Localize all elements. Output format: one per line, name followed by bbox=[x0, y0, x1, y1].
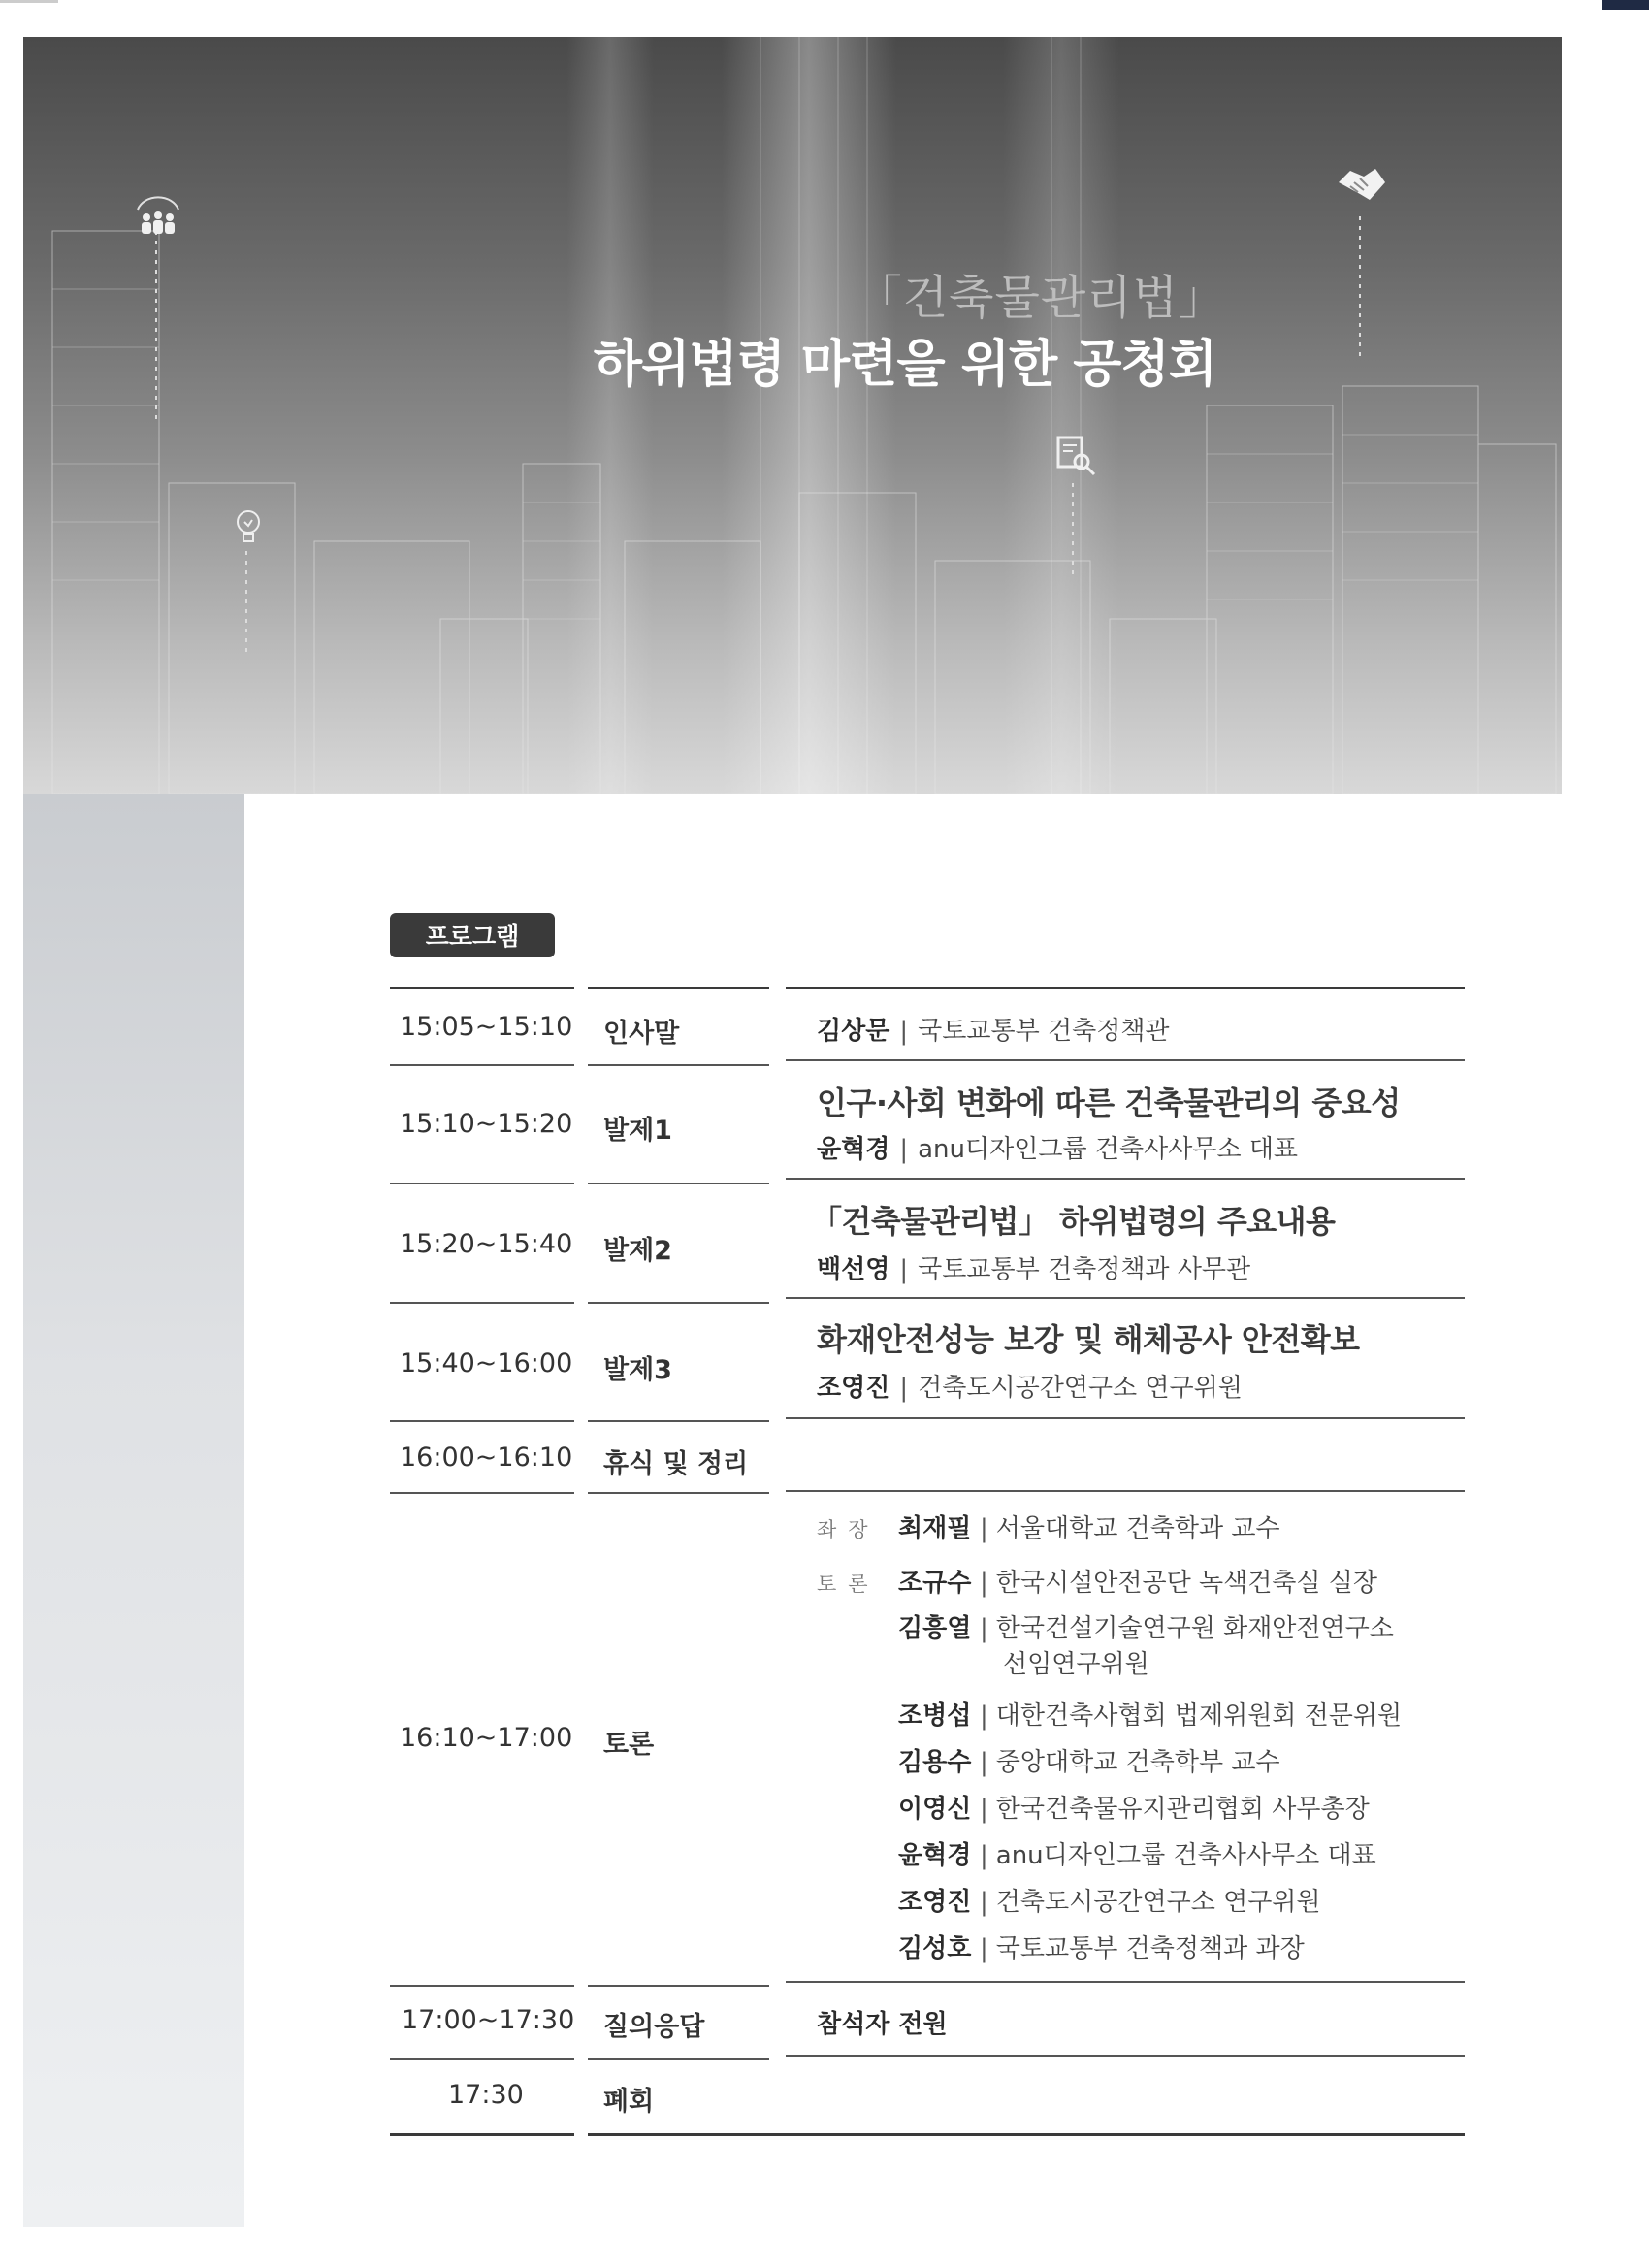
panel-tag: 토론 bbox=[817, 1572, 880, 1596]
chair-person: 최재필 | 서울대학교 건축학과 교수 bbox=[898, 1514, 1280, 1543]
row-divider bbox=[588, 1492, 769, 1494]
document-search-icon bbox=[1055, 435, 1098, 479]
talk-title: 인구·사회 변화에 따른 건축물관리의 중요성 bbox=[817, 1085, 1401, 1121]
row-time: 16:00~16:10 bbox=[400, 1442, 573, 1473]
row-label: 휴식 및 정리 bbox=[603, 1449, 749, 1479]
row-time: 15:10~15:20 bbox=[400, 1109, 573, 1139]
event-subtitle: 「건축물관리법」 bbox=[855, 271, 1226, 325]
row-divider bbox=[390, 1302, 574, 1304]
row-divider bbox=[390, 2058, 574, 2060]
top-rule bbox=[0, 0, 58, 3]
panelist: 조병섭 | 대한건축사협회 법제위원회 전문위원 bbox=[898, 1701, 1403, 1731]
row-time: 16:10~17:00 bbox=[400, 1723, 573, 1753]
chair-tag: 좌장 bbox=[817, 1518, 880, 1541]
row-divider bbox=[588, 2058, 769, 2060]
panelist: 조영진 | 건축도시공간연구소 연구위원 bbox=[898, 1888, 1321, 1917]
row-label: 토론 bbox=[603, 1730, 655, 1760]
row-divider bbox=[786, 1297, 1465, 1299]
handshake-icon bbox=[1335, 161, 1387, 210]
panelist: 김성호 | 국토교통부 건축정책과 과장 bbox=[898, 1934, 1305, 1963]
row-divider bbox=[786, 1981, 1465, 1983]
row-divider bbox=[390, 1492, 574, 1494]
row-divider bbox=[786, 1059, 1465, 1061]
row-divider bbox=[390, 1064, 574, 1066]
city-wireframe-illustration bbox=[23, 37, 1562, 794]
side-gradient-panel bbox=[23, 794, 244, 2227]
row-time: 15:20~15:40 bbox=[400, 1229, 573, 1259]
people-icon bbox=[132, 192, 184, 237]
row-label: 폐회 bbox=[603, 2087, 655, 2117]
talk-title: 화재안전성능 보강 및 해체공사 안전확보 bbox=[817, 1321, 1360, 1358]
row-divider bbox=[588, 1302, 769, 1304]
row-divider bbox=[588, 1183, 769, 1184]
panelist: 김흥열 | 한국건설기술연구원 화재안전연구소 선임연구위원 bbox=[898, 1614, 1394, 1679]
corner-mark bbox=[1602, 0, 1649, 10]
row-speaker: 참석자 전원 bbox=[817, 2010, 948, 2039]
panelist: 이영신 | 한국건축물유지관리협회 사무총장 bbox=[898, 1795, 1370, 1824]
row-label: 인사말 bbox=[603, 1019, 680, 1049]
panelist: 윤혁경 | anu디자인그룹 건축사사무소 대표 bbox=[898, 1841, 1376, 1870]
event-title: 하위법령 마련을 위한 공청회 bbox=[593, 336, 1216, 394]
row-divider bbox=[588, 1420, 769, 1422]
row-divider bbox=[390, 1985, 574, 1987]
row-divider bbox=[390, 1183, 574, 1184]
row-speaker: 백선영 | 국토교통부 건축정책과 사무관 bbox=[817, 1255, 1251, 1284]
row-speaker: 김상문 | 국토교통부 건축정책관 bbox=[817, 1017, 1170, 1046]
row-label: 질의응답 bbox=[603, 2012, 705, 2042]
table-top-rule bbox=[390, 987, 574, 989]
table-bottom-rule bbox=[390, 2133, 574, 2136]
row-divider bbox=[390, 1420, 574, 1422]
row-speaker: 윤혁경 | anu디자인그룹 건축사사무소 대표 bbox=[817, 1135, 1299, 1164]
row-label: 발제2 bbox=[603, 1236, 672, 1266]
row-divider bbox=[588, 1985, 769, 1987]
row-divider bbox=[786, 1178, 1465, 1180]
row-divider bbox=[786, 2055, 1465, 2057]
table-top-rule bbox=[786, 987, 1465, 989]
row-time: 17:00~17:30 bbox=[402, 2005, 575, 2035]
row-label: 발제1 bbox=[603, 1116, 672, 1146]
row-time: 17:30 bbox=[448, 2080, 524, 2110]
row-label: 발제3 bbox=[603, 1355, 672, 1385]
panelist: 조규수 | 한국시설안전공단 녹색건축실 실장 bbox=[898, 1569, 1378, 1598]
row-divider bbox=[786, 1490, 1465, 1492]
row-time: 15:40~16:00 bbox=[400, 1348, 573, 1378]
lightbulb-icon bbox=[235, 508, 262, 547]
row-speaker: 조영진 | 건축도시공간연구소 연구위원 bbox=[817, 1374, 1243, 1403]
row-time: 15:05~15:10 bbox=[400, 1012, 573, 1042]
program-badge: 프로그램 bbox=[390, 913, 555, 957]
row-divider bbox=[786, 1417, 1465, 1419]
table-bottom-rule bbox=[588, 2133, 1465, 2136]
talk-title: 「건축물관리법」 하위법령의 주요내용 bbox=[811, 1203, 1336, 1240]
row-divider bbox=[588, 1064, 769, 1066]
table-top-rule bbox=[588, 987, 769, 989]
panelist: 김용수 | 중앙대학교 건축학부 교수 bbox=[898, 1748, 1280, 1777]
hero-banner bbox=[23, 37, 1562, 794]
